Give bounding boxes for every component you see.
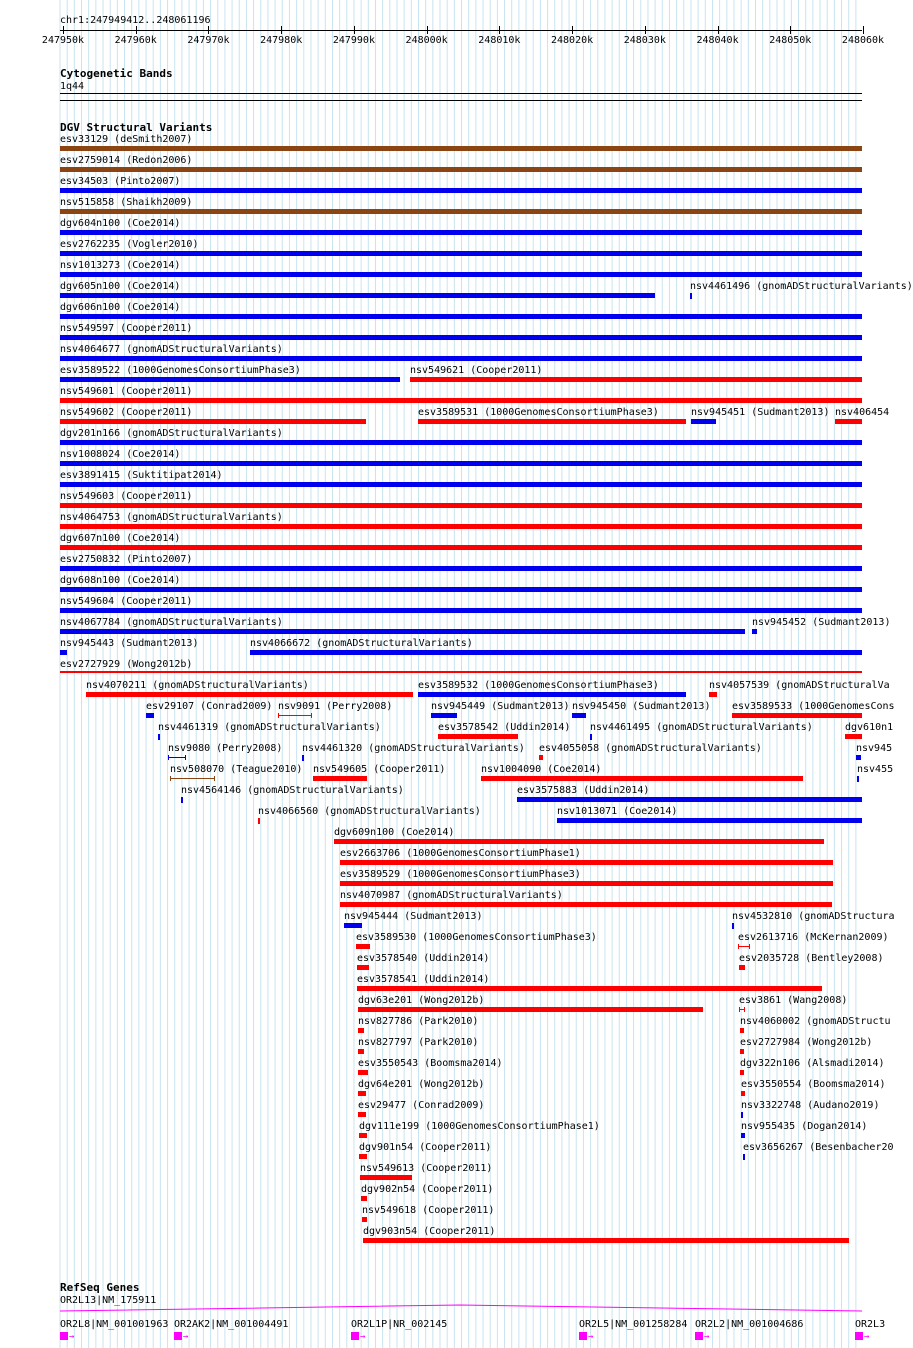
sv-feature-label[interactable]: esv2613716 (McKernan2009): [738, 932, 889, 943]
sv-feature-label[interactable]: esv3589529 (1000GenomesConsortiumPhase3): [340, 869, 581, 880]
sv-feature-label[interactable]: esv3575883 (Uddin2014): [517, 785, 650, 796]
sv-feature-label[interactable]: nsv1013273 (Coe2014): [60, 260, 181, 271]
sv-feature-label[interactable]: nsv549601 (Cooper2011): [60, 386, 193, 397]
sv-feature-bar[interactable]: [738, 944, 750, 949]
ruler-tick: [63, 26, 64, 34]
sv-feature-label[interactable]: esv3656267 (Besenbacher20: [743, 1142, 894, 1153]
sv-feature-bar[interactable]: [60, 377, 400, 382]
sv-feature-bar[interactable]: [344, 923, 362, 928]
sv-feature-label[interactable]: esv3891415 (Suktitipat2014): [60, 470, 223, 481]
sv-feature-bar[interactable]: [60, 272, 862, 277]
sv-feature-label[interactable]: nsv1013071 (Coe2014): [557, 806, 678, 817]
sv-feature-label[interactable]: nsv945450 (Sudmant2013): [572, 701, 711, 712]
sv-feature-label[interactable]: nsv945444 (Sudmant2013): [344, 911, 483, 922]
sv-feature-bar[interactable]: [334, 839, 824, 844]
sv-feature-bar[interactable]: [741, 1112, 743, 1118]
sv-feature-bar[interactable]: [60, 335, 862, 340]
sv-feature-bar[interactable]: [60, 188, 862, 193]
sv-feature-bar[interactable]: [278, 713, 312, 718]
sv-feature-label[interactable]: nsv549613 (Cooper2011): [360, 1163, 493, 1174]
sv-feature-bar[interactable]: [431, 713, 457, 718]
sv-feature-label[interactable]: dgv322n106 (Alsmadi2014): [740, 1058, 885, 1069]
sv-feature-bar[interactable]: [60, 230, 862, 235]
sv-feature-bar[interactable]: [60, 440, 862, 445]
dgv-track-title[interactable]: DGV Structural Variants: [60, 121, 213, 134]
sv-feature-bar[interactable]: [856, 755, 861, 760]
sv-feature-label[interactable]: esv2759014 (Redon2006): [60, 155, 193, 166]
sv-feature-bar[interactable]: [732, 923, 734, 929]
sv-feature-bar[interactable]: [358, 1070, 368, 1075]
sv-feature-bar[interactable]: [709, 692, 717, 697]
sv-feature-label[interactable]: esv3589532 (1000GenomesConsortiumPhase3): [418, 680, 659, 691]
sv-feature-bar[interactable]: [358, 1112, 366, 1117]
ruler-tick: [354, 26, 355, 34]
ruler-tick-label: 247990k: [332, 35, 375, 46]
ruler-tick-label: 248050k: [769, 35, 812, 46]
sv-feature-bar[interactable]: [360, 1175, 412, 1180]
strand-arrow-icon: →: [360, 1332, 366, 1342]
sv-feature-label[interactable]: esv3589531 (1000GenomesConsortiumPhase3): [418, 407, 659, 418]
sv-feature-bar[interactable]: [359, 1133, 367, 1138]
sv-feature-bar[interactable]: [60, 167, 862, 172]
sv-feature-label[interactable]: nsv508070 (Teague2010): [170, 764, 303, 775]
sv-feature-label[interactable]: nsv4461320 (gnomADStructuralVariants): [302, 743, 525, 754]
refseq-gene-label[interactable]: OR2L2|NM_001004686: [695, 1319, 804, 1330]
ruler-tick: [790, 26, 791, 34]
sv-feature-bar[interactable]: [60, 587, 862, 592]
refseq-gene-exon[interactable]: [855, 1332, 863, 1340]
sv-feature-label[interactable]: esv3589530 (1000GenomesConsortiumPhase3): [356, 932, 597, 943]
sv-feature-label[interactable]: nsv945443 (Sudmant2013): [60, 638, 199, 649]
sv-feature-label[interactable]: esv29477 (Conrad2009): [358, 1100, 485, 1111]
ruler-tick-label: 248040k: [696, 35, 739, 46]
sv-feature-bar[interactable]: [857, 776, 859, 782]
sv-feature-bar[interactable]: [358, 1091, 366, 1096]
sv-feature-label[interactable]: nsv945451 (Sudmant2013): [691, 407, 830, 418]
sv-feature-bar[interactable]: [60, 629, 745, 634]
ruler-tick: [718, 26, 719, 34]
sv-feature-label[interactable]: dgv610n1: [845, 722, 894, 733]
sv-feature-label[interactable]: esv34503 (Pinto2007): [60, 176, 181, 187]
ruler-tick-label: 248010k: [478, 35, 521, 46]
sv-feature-label[interactable]: esv3589533 (1000GenomesCons: [732, 701, 895, 712]
strand-arrow-icon: →: [864, 1332, 870, 1342]
sv-feature-bar[interactable]: [250, 650, 862, 655]
sv-feature-bar[interactable]: [359, 1154, 367, 1159]
sv-feature-label[interactable]: esv3861 (Wang2008): [739, 995, 848, 1006]
sv-feature-label[interactable]: nsv955435 (Dogan2014): [741, 1121, 868, 1132]
sv-feature-label[interactable]: nsv827797 (Park2010): [358, 1037, 479, 1048]
sv-feature-label[interactable]: esv3589522 (1000GenomesConsortiumPhase3): [60, 365, 301, 376]
sv-feature-label[interactable]: esv3550543 (Boomsma2014): [358, 1058, 503, 1069]
ruler-tick-label: 248000k: [405, 35, 448, 46]
sv-feature-label[interactable]: nsv515858 (Shaikh2009): [60, 197, 193, 208]
sv-feature-label[interactable]: nsv4461496 (gnomADStructuralVariants): [690, 281, 913, 292]
sv-feature-label[interactable]: nsv4060002 (gnomADStructu: [740, 1016, 891, 1027]
sv-feature-bar[interactable]: [168, 755, 186, 760]
strand-arrow-icon: →: [183, 1332, 189, 1342]
ruler-tick: [136, 26, 137, 34]
sv-feature-label[interactable]: nsv4070987 (gnomADStructuralVariants): [340, 890, 563, 901]
sv-feature-bar[interactable]: [356, 944, 370, 949]
sv-feature-bar[interactable]: [60, 293, 655, 298]
sv-feature-label[interactable]: nsv4064753 (gnomADStructuralVariants): [60, 512, 283, 523]
sv-feature-label[interactable]: esv4055058 (gnomADStructuralVariants): [539, 743, 762, 754]
sv-feature-label[interactable]: nsv827786 (Park2010): [358, 1016, 479, 1027]
sv-feature-bar[interactable]: [60, 209, 862, 214]
refseq-gene-exon[interactable]: [60, 1332, 68, 1340]
sv-feature-bar[interactable]: [146, 713, 154, 718]
sv-feature-label[interactable]: esv3550554 (Boomsma2014): [741, 1079, 886, 1090]
sv-feature-label[interactable]: esv2727929 (Wong2012b): [60, 659, 193, 670]
sv-feature-label[interactable]: nsv4564146 (gnomADStructuralVariants): [181, 785, 404, 796]
refseq-gene-exon[interactable]: [695, 1332, 703, 1340]
refseq-gene-exon[interactable]: [351, 1332, 359, 1340]
sv-feature-label[interactable]: nsv549597 (Cooper2011): [60, 323, 193, 334]
sv-feature-label[interactable]: nsv3322748 (Audano2019): [741, 1100, 880, 1111]
sv-feature-label[interactable]: dgv606n100 (Coe2014): [60, 302, 181, 313]
sv-feature-label[interactable]: nsv9091 (Perry2008): [278, 701, 393, 712]
sv-feature-label[interactable]: nsv4461495 (gnomADStructuralVariants): [590, 722, 813, 733]
sv-feature-bar[interactable]: [741, 1133, 745, 1138]
sv-feature-label[interactable]: dgv64e201 (Wong2012b): [358, 1079, 485, 1090]
refseq-gene-label[interactable]: OR2L8|NM_001001963: [60, 1319, 169, 1330]
cytoband-label: 1q44: [60, 81, 85, 92]
sv-feature-bar[interactable]: [481, 776, 803, 781]
ruler-tick: [499, 26, 500, 34]
ruler-tick-label: 247970k: [187, 35, 230, 46]
refseq-gene-label[interactable]: OR2L3: [855, 1319, 886, 1330]
sv-feature-bar[interactable]: [539, 755, 543, 760]
refseq-gene-exon[interactable]: [174, 1332, 182, 1340]
sv-feature-bar[interactable]: [357, 986, 822, 991]
sv-feature-bar[interactable]: [60, 398, 862, 403]
sv-feature-bar[interactable]: [517, 797, 862, 802]
refseq-top-gene-label[interactable]: OR2L13|NM_175911: [60, 1295, 157, 1306]
sv-feature-bar[interactable]: [60, 419, 366, 424]
sv-feature-bar[interactable]: [60, 482, 862, 487]
ruler-tick-label: 247950k: [41, 35, 85, 46]
sv-feature-bar[interactable]: [258, 818, 260, 824]
refseq-gene-label[interactable]: OR2L1P|NR_002145: [351, 1319, 448, 1330]
strand-arrow-icon: →: [588, 1332, 594, 1342]
track-divider: [60, 100, 862, 101]
refseq-top-gene-line[interactable]: [60, 1303, 862, 1313]
sv-feature-label[interactable]: dgv201n166 (gnomADStructuralVariants): [60, 428, 283, 439]
sv-feature-label[interactable]: nsv406454: [835, 407, 890, 418]
strand-arrow-icon: →: [704, 1332, 710, 1342]
sv-feature-label[interactable]: dgv607n100 (Coe2014): [60, 533, 181, 544]
sv-feature-bar[interactable]: [845, 734, 862, 739]
sv-feature-bar[interactable]: [418, 419, 686, 424]
ruler-tick-label: 248060k: [841, 35, 885, 46]
sv-feature-label[interactable]: esv2035728 (Bentley2008): [739, 953, 884, 964]
sv-feature-label[interactable]: nsv549605 (Cooper2011): [313, 764, 446, 775]
sv-feature-bar[interactable]: [86, 692, 413, 697]
ruler-tick: [281, 26, 282, 34]
sv-feature-bar[interactable]: [358, 1007, 703, 1012]
sv-feature-label[interactable]: dgv609n100 (Coe2014): [334, 827, 455, 838]
sv-feature-bar[interactable]: [835, 419, 862, 424]
sv-feature-label[interactable]: esv3578541 (Uddin2014): [357, 974, 490, 985]
sv-feature-label[interactable]: dgv608n100 (Coe2014): [60, 575, 181, 586]
sv-feature-bar[interactable]: [181, 797, 183, 803]
refseq-track-title[interactable]: RefSeq Genes: [60, 1281, 140, 1294]
ruler-axis: [60, 30, 862, 31]
cytoband-track-title[interactable]: Cytogenetic Bands: [60, 67, 173, 80]
sv-feature-label[interactable]: esv3578542 (Uddin2014): [438, 722, 571, 733]
sv-feature-bar[interactable]: [60, 356, 862, 361]
sv-feature-bar[interactable]: [60, 545, 862, 550]
sv-feature-bar[interactable]: [60, 608, 862, 613]
sv-feature-label[interactable]: nsv549621 (Cooper2011): [410, 365, 543, 376]
sv-feature-label[interactable]: dgv63e201 (Wong2012b): [358, 995, 485, 1006]
sv-feature-bar[interactable]: [752, 629, 757, 634]
sv-feature-label[interactable]: esv33129 (deSmith2007): [60, 134, 193, 145]
sv-feature-label[interactable]: dgv901n54 (Cooper2011): [359, 1142, 492, 1153]
sv-feature-bar[interactable]: [358, 1028, 364, 1033]
sv-feature-label[interactable]: nsv945: [856, 743, 893, 754]
sv-feature-bar[interactable]: [60, 650, 67, 655]
sv-feature-label[interactable]: dgv902n54 (Cooper2011): [361, 1184, 494, 1195]
sv-feature-bar[interactable]: [340, 902, 832, 907]
sv-feature-bar[interactable]: [60, 671, 862, 673]
sv-feature-label[interactable]: esv29107 (Conrad2009): [146, 701, 273, 712]
sv-feature-bar[interactable]: [690, 293, 692, 299]
sv-feature-bar[interactable]: [418, 692, 686, 697]
sv-feature-label[interactable]: dgv605n100 (Coe2014): [60, 281, 181, 292]
sv-feature-label[interactable]: nsv4057539 (gnomADStructuralVa: [709, 680, 890, 691]
sv-feature-bar[interactable]: [438, 734, 518, 739]
sv-feature-bar[interactable]: [302, 755, 304, 761]
sv-feature-label[interactable]: nsv1008024 (Coe2014): [60, 449, 181, 460]
sv-feature-label[interactable]: nsv945449 (Sudmant2013): [431, 701, 570, 712]
sv-feature-bar[interactable]: [158, 734, 160, 740]
sv-feature-label[interactable]: nsv4067784 (gnomADStructuralVariants): [60, 617, 283, 628]
sv-feature-label[interactable]: nsv4064677 (gnomADStructuralVariants): [60, 344, 283, 355]
sv-feature-label[interactable]: esv2663706 (1000GenomesConsortiumPhase1): [340, 848, 581, 859]
sv-feature-label[interactable]: nsv4066560 (gnomADStructuralVariants): [258, 806, 481, 817]
sv-feature-bar[interactable]: [340, 881, 833, 886]
sv-feature-label[interactable]: dgv903n54 (Cooper2011): [363, 1226, 496, 1237]
ruler-tick: [863, 26, 864, 34]
sv-feature-bar[interactable]: [743, 1154, 745, 1160]
sv-feature-bar[interactable]: [590, 734, 592, 740]
sv-feature-label[interactable]: dgv604n100 (Coe2014): [60, 218, 181, 229]
sv-feature-bar[interactable]: [60, 566, 862, 571]
sv-feature-label[interactable]: nsv4461319 (gnomADStructuralVariants): [158, 722, 381, 733]
refseq-gene-label[interactable]: OR2L5|NM_001258284: [579, 1319, 688, 1330]
sv-feature-label[interactable]: dgv111e199 (1000GenomesConsortiumPhase1): [359, 1121, 600, 1132]
ruler-tick: [208, 26, 209, 34]
sv-feature-label[interactable]: nsv4070211 (gnomADStructuralVariants): [86, 680, 309, 691]
sv-feature-label[interactable]: nsv4066672 (gnomADStructuralVariants): [250, 638, 473, 649]
strand-arrow-icon: →: [69, 1332, 75, 1342]
sv-feature-bar[interactable]: [313, 776, 367, 781]
sv-feature-bar[interactable]: [740, 1028, 744, 1033]
ruler-tick: [572, 26, 573, 34]
ruler-tick: [645, 26, 646, 34]
ruler-tick-label: 247960k: [114, 35, 157, 46]
sv-feature-label[interactable]: nsv9080 (Perry2008): [168, 743, 283, 754]
sv-feature-bar[interactable]: [740, 1070, 744, 1075]
sv-feature-bar[interactable]: [363, 1238, 849, 1243]
sv-feature-label[interactable]: nsv549603 (Cooper2011): [60, 491, 193, 502]
sv-feature-bar[interactable]: [170, 776, 215, 781]
sv-feature-label[interactable]: esv2750832 (Pinto2007): [60, 554, 193, 565]
sv-feature-label[interactable]: nsv945452 (Sudmant2013): [752, 617, 891, 628]
sv-feature-bar[interactable]: [60, 314, 862, 319]
sv-feature-label[interactable]: nsv549602 (Cooper2011): [60, 407, 193, 418]
sv-feature-bar[interactable]: [739, 965, 745, 970]
sv-feature-label[interactable]: esv2727984 (Wong2012b): [740, 1037, 873, 1048]
sv-feature-bar[interactable]: [740, 1049, 744, 1054]
sv-feature-label[interactable]: nsv4532810 (gnomADStructura: [732, 911, 895, 922]
refseq-gene-exon[interactable]: [579, 1332, 587, 1340]
sv-feature-bar[interactable]: [741, 1091, 745, 1096]
sv-feature-label[interactable]: nsv455: [857, 764, 894, 775]
sv-feature-label[interactable]: nsv549618 (Cooper2011): [362, 1205, 495, 1216]
sv-feature-label[interactable]: nsv1004090 (Coe2014): [481, 764, 602, 775]
refseq-gene-label[interactable]: OR2AK2|NM_001004491: [174, 1319, 289, 1330]
sv-feature-bar[interactable]: [361, 1196, 367, 1201]
ruler-tick-label: 248030k: [623, 35, 666, 46]
ruler-position: chr1:247949412..248061196: [60, 15, 211, 26]
sv-feature-bar[interactable]: [410, 377, 862, 382]
sv-feature-label[interactable]: esv3578540 (Uddin2014): [357, 953, 490, 964]
sv-feature-bar[interactable]: [60, 503, 862, 508]
ruler-tick-label: 248020k: [551, 35, 594, 46]
sv-feature-bar[interactable]: [60, 524, 862, 529]
sv-feature-bar[interactable]: [60, 251, 862, 256]
sv-feature-bar[interactable]: [572, 713, 586, 718]
ruler-tick-label: 247980k: [260, 35, 303, 46]
sv-feature-bar[interactable]: [358, 1049, 364, 1054]
sv-feature-bar[interactable]: [732, 713, 862, 718]
sv-feature-bar[interactable]: [357, 965, 369, 970]
cytoband-line: [60, 93, 862, 94]
sv-feature-bar[interactable]: [60, 461, 862, 466]
ruler-tick: [427, 26, 428, 34]
sv-feature-bar[interactable]: [362, 1217, 367, 1222]
sv-feature-bar[interactable]: [691, 419, 716, 424]
sv-feature-bar[interactable]: [557, 818, 862, 823]
sv-feature-label[interactable]: esv2762235 (Vogler2010): [60, 239, 199, 250]
sv-feature-bar[interactable]: [340, 860, 833, 865]
sv-feature-bar[interactable]: [60, 146, 862, 151]
sv-feature-bar[interactable]: [739, 1007, 745, 1012]
sv-feature-label[interactable]: nsv549604 (Cooper2011): [60, 596, 193, 607]
